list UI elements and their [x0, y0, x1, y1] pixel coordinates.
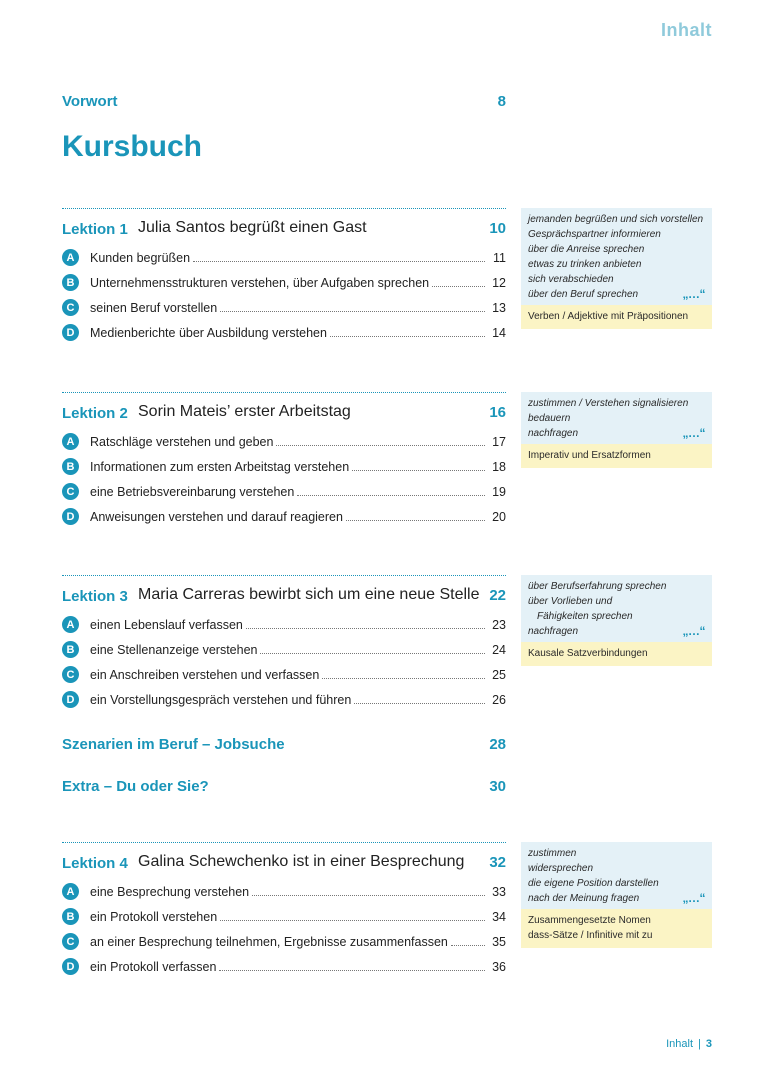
letter-badge: C	[62, 666, 79, 683]
lektion-number: Lektion 4	[62, 855, 128, 872]
section-divider	[62, 208, 506, 209]
toc-item-page: 19	[492, 484, 506, 499]
lektion-page: 10	[489, 220, 506, 237]
dot-leader	[322, 678, 485, 679]
letter-badge: B	[62, 641, 79, 658]
topics-box	[521, 392, 712, 444]
toc-item-text: eine Besprechung verstehen	[90, 884, 250, 899]
section-divider	[62, 392, 506, 393]
toc-item-page: 25	[492, 667, 506, 682]
dot-leader	[252, 895, 485, 896]
dot-leader	[246, 628, 485, 629]
toc-item-page: 35	[492, 934, 506, 949]
topic-line: Gesprächspartner informieren	[528, 229, 661, 240]
speech-quote-icon: „…“	[682, 426, 705, 440]
toc-item-page: 26	[492, 692, 506, 707]
toc-item-page: 34	[492, 909, 506, 924]
dot-leader	[352, 470, 485, 471]
letter-badge: C	[62, 933, 79, 950]
grammar-box	[521, 642, 712, 666]
lektion-3	[62, 575, 506, 712]
toc-item[interactable]	[62, 245, 506, 270]
dot-leader	[297, 495, 485, 496]
toc-item-text: eine Stellenanzeige verstehen	[90, 642, 258, 657]
lektion-1-sidebox	[521, 208, 712, 329]
grammar-box	[521, 909, 712, 948]
lektion-page: 16	[489, 404, 506, 421]
toc-entry-szenarien[interactable]	[62, 736, 506, 756]
toc-item-text: ein Protokoll verfassen	[90, 959, 217, 974]
letter-badge: A	[62, 616, 79, 633]
toc-item[interactable]	[62, 479, 506, 504]
dot-leader	[276, 445, 485, 446]
letter-badge: D	[62, 508, 79, 525]
toc-item-page: 18	[492, 459, 506, 474]
lektion-2-sidebox	[521, 392, 712, 468]
letter-badge: C	[62, 483, 79, 500]
letter-badge: C	[62, 299, 79, 316]
topic-line: zustimmen / Verstehen signalisieren	[528, 398, 689, 409]
toc-item[interactable]	[62, 662, 506, 687]
dot-leader	[346, 520, 485, 521]
lektion-header[interactable]	[62, 403, 506, 425]
toc-item[interactable]	[62, 270, 506, 295]
toc-item-text: Kunden begrüßen	[90, 250, 191, 265]
page-footer	[666, 1038, 712, 1050]
toc-item[interactable]	[62, 504, 506, 529]
toc-item-text: Ratschläge verstehen und geben	[90, 434, 274, 449]
dot-leader	[260, 653, 485, 654]
szenarien-page: 28	[489, 736, 506, 753]
toc-item-page: 36	[492, 959, 506, 974]
toc-item[interactable]	[62, 295, 506, 320]
speech-quote-icon: „…“	[682, 624, 705, 638]
toc-item[interactable]	[62, 454, 506, 479]
section-divider	[62, 842, 506, 843]
toc-item-page: 17	[492, 434, 506, 449]
topic-line: nachfragen	[528, 626, 579, 637]
extra-label: Extra – Du oder Sie?	[62, 778, 209, 795]
grammar-line: Imperativ und Ersatzformen	[528, 450, 651, 461]
grammar-line: Zusammengesetzte Nomen	[528, 915, 651, 926]
topic-line: bedauern	[528, 413, 571, 424]
dot-leader	[451, 945, 485, 946]
toc-entry-vorwort[interactable]	[62, 93, 506, 113]
lektion-title: Sorin Mateis’ erster Arbeitstag	[138, 403, 351, 420]
toc-item-text: ein Vorstellungsgespräch verstehen und führen	[90, 692, 352, 707]
lektion-page: 22	[489, 587, 506, 604]
dot-leader	[354, 703, 485, 704]
lektion-4	[62, 842, 506, 979]
dot-leader	[220, 311, 485, 312]
toc-item-text: eine Betriebsvereinbarung verstehen	[90, 484, 295, 499]
topic-line: über Berufserfahrung sprechen	[528, 581, 667, 592]
lektion-title: Julia Santos begrüßt einen Gast	[138, 219, 367, 236]
toc-item[interactable]	[62, 612, 506, 637]
section-divider	[62, 575, 506, 576]
lektion-header[interactable]	[62, 586, 506, 608]
topic-line: zustimmen	[528, 848, 577, 859]
lektion-4-sidebox	[521, 842, 712, 948]
grammar-box	[521, 444, 712, 468]
toc-item-page: 24	[492, 642, 506, 657]
toc-entry-extra[interactable]	[62, 778, 506, 798]
lektion-1	[62, 208, 506, 345]
letter-badge: B	[62, 274, 79, 291]
letter-badge: D	[62, 324, 79, 341]
grammar-line: dass-Sätze / Infinitive mit zu	[528, 930, 653, 941]
lektion-header[interactable]	[62, 219, 506, 241]
page-number: 3	[705, 1038, 712, 1050]
grammar-line: Verben / Adjektive mit Präpositionen	[528, 311, 689, 322]
grammar-line: Kausale Satzverbindungen	[528, 648, 648, 659]
topic-line: widersprechen	[528, 863, 594, 874]
topic-line: jemanden begrüßen und sich vorstellen	[528, 214, 704, 225]
lektion-number: Lektion 2	[62, 405, 128, 422]
toc-item-page: 14	[492, 325, 506, 340]
letter-badge: D	[62, 691, 79, 708]
topic-line: die eigene Position darstellen	[528, 878, 659, 889]
letter-badge: B	[62, 458, 79, 475]
lektion-number: Lektion 3	[62, 588, 128, 605]
toc-item-text: ein Anschreiben verstehen und verfassen	[90, 667, 320, 682]
topic-line: über den Beruf sprechen	[528, 289, 639, 300]
letter-badge: B	[62, 908, 79, 925]
kursbuch-heading: Kursbuch	[62, 130, 203, 163]
toc-item-text: seinen Beruf vorstellen	[90, 300, 218, 315]
dot-leader	[330, 336, 485, 337]
toc-item[interactable]	[62, 904, 506, 929]
toc-item[interactable]	[62, 929, 506, 954]
lektion-title: Galina Schewchenko ist in einer Besprechung	[138, 853, 465, 870]
letter-badge: A	[62, 883, 79, 900]
toc-item[interactable]	[62, 320, 506, 345]
dot-leader	[220, 920, 485, 921]
vorwort-page: 8	[497, 93, 506, 110]
topics-box	[521, 575, 712, 642]
lektion-title: Maria Carreras bewirbt sich um eine neue Stelle	[138, 586, 480, 603]
dot-leader	[432, 286, 485, 287]
toc-item[interactable]	[62, 429, 506, 454]
toc-item[interactable]	[62, 637, 506, 662]
toc-item-page: 23	[492, 617, 506, 632]
letter-badge: A	[62, 249, 79, 266]
toc-item-page: 20	[492, 509, 506, 524]
speech-quote-icon: „…“	[682, 891, 705, 905]
toc-item[interactable]	[62, 954, 506, 979]
toc-item[interactable]	[62, 879, 506, 904]
letter-badge: D	[62, 958, 79, 975]
lektion-number: Lektion 1	[62, 221, 128, 238]
toc-item-text: ein Protokoll verstehen	[90, 909, 218, 924]
topic-line: etwas zu trinken anbieten	[528, 259, 642, 270]
toc-item-page: 11	[493, 250, 506, 265]
topics-box	[521, 208, 712, 305]
lektion-header[interactable]	[62, 853, 506, 875]
dot-leader	[193, 261, 485, 262]
dot-leader	[219, 970, 485, 971]
toc-item-text: Medienberichte über Ausbildung verstehen	[90, 325, 327, 340]
topic-line: nachfragen	[528, 428, 579, 439]
toc-item-text: einen Lebenslauf verfassen	[90, 617, 243, 632]
page-section-header: Inhalt	[661, 20, 712, 40]
extra-page: 30	[489, 778, 506, 795]
speech-quote-icon: „…“	[682, 287, 705, 301]
toc-item-text: Informationen zum ersten Arbeitstag verstehen	[90, 459, 350, 474]
topic-line: Fähigkeiten sprechen	[537, 611, 633, 622]
footer-separator: |	[698, 1038, 701, 1050]
footer-section: Inhalt	[666, 1038, 694, 1050]
topic-line: über die Anreise sprechen	[528, 244, 645, 255]
toc-item[interactable]	[62, 687, 506, 712]
toc-item-text: Anweisungen verstehen und darauf reagieren	[90, 509, 343, 524]
lektion-3-sidebox	[521, 575, 712, 666]
toc-item-page: 33	[492, 884, 506, 899]
grammar-box	[521, 305, 712, 329]
toc-item-page: 12	[492, 275, 506, 290]
toc-item-text: an einer Besprechung teilnehmen, Ergebnisse zusammenfassen	[90, 934, 448, 949]
vorwort-label: Vorwort	[62, 93, 118, 110]
topics-box	[521, 842, 712, 909]
letter-badge: A	[62, 433, 79, 450]
toc-item-page: 13	[492, 300, 506, 315]
topic-line: über Vorlieben und	[528, 596, 613, 607]
lektion-page: 32	[489, 854, 506, 871]
toc-item-text: Unternehmensstrukturen verstehen, über Aufgaben sprechen	[90, 275, 430, 290]
lektion-2	[62, 392, 506, 529]
topic-line: nach der Meinung fragen	[528, 893, 640, 904]
topic-line: sich verabschieden	[528, 274, 614, 285]
szenarien-label: Szenarien im Beruf – Jobsuche	[62, 736, 285, 753]
